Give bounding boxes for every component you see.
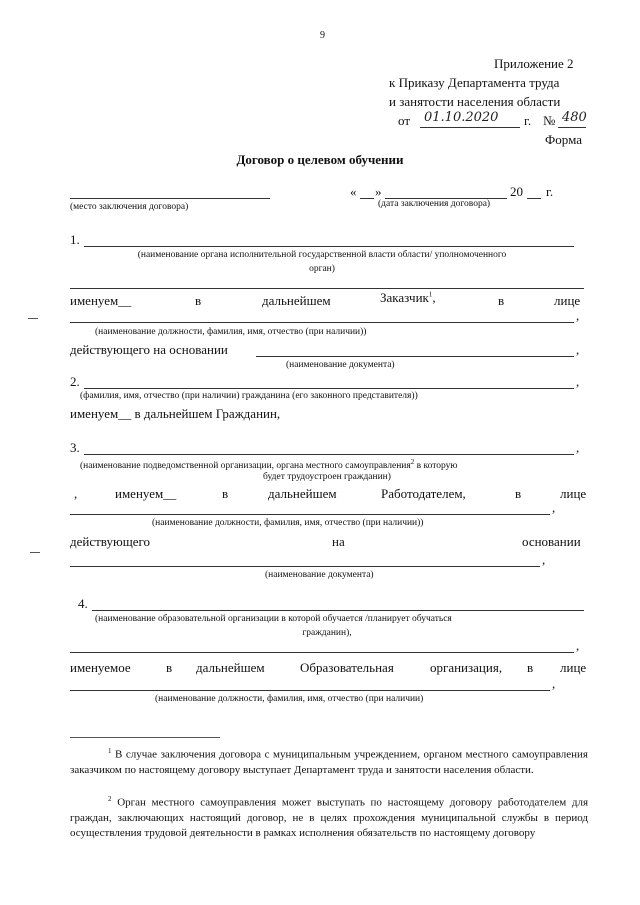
section3-basis-comma: , xyxy=(542,552,546,567)
date-quote-open: « xyxy=(350,184,357,199)
section3-person-comma: , xyxy=(552,500,556,515)
section4-person-word: лице xyxy=(560,660,587,675)
section3-basis-word2: на xyxy=(332,534,345,549)
section1-caption-line2: орган) xyxy=(309,264,335,274)
section1-in-word-2: в xyxy=(498,293,505,308)
section3-person-caption: (наименование должности, фамилия, имя, отчество (при наличии)) xyxy=(152,518,424,528)
appendix-department-line: и занятости населения области xyxy=(389,94,561,109)
appendix-date-value: 01.10.2020 xyxy=(424,110,499,125)
footnote-2-text: Орган местного самоуправления может выступать по настоящему договору работодателем для граждан, заключающих настоящий договор, не в целях прохождения муниципальной службы в период осуществления трудовой деятельности в рамках исполнения обязательств по настоящему договору xyxy=(70,796,589,839)
section4-comma: , xyxy=(576,638,580,653)
section2-comma: , xyxy=(576,374,580,389)
section1-comma: , xyxy=(576,308,580,323)
appendix-number-prefix: № xyxy=(543,113,556,128)
section3-basis-word3: основании xyxy=(522,534,581,549)
section1-number: 1. xyxy=(70,232,80,247)
footnote-ref-2: 2 xyxy=(410,458,415,466)
section1-basis-label: действующего на основании xyxy=(70,342,228,357)
date-year-prefix: 20 xyxy=(510,184,523,199)
section1-customer-word xyxy=(380,290,436,306)
date-quote-close: » xyxy=(375,184,382,199)
appendix-date-prefix: от xyxy=(398,113,411,128)
section3-employer-word: Работодателем, xyxy=(381,486,466,501)
footnote-ref-1: 1 xyxy=(428,290,433,299)
section1-person-word: лице xyxy=(554,293,581,308)
section3-comma: , xyxy=(576,440,580,455)
section1-caption-line1: (наименование органа исполнительной государственной власти области/ уполномоченного xyxy=(137,250,507,260)
section4-caption-line2: гражданин), xyxy=(302,628,352,638)
section3-caption-line1 xyxy=(80,458,458,471)
section1-in-word: в xyxy=(195,293,202,308)
section4-caption-line1: (наименование образовательной организации в которой обучается /планирует обучаться xyxy=(95,614,452,624)
appendix-year-suffix: г. xyxy=(524,113,532,128)
section4-person-caption: (наименование должности, фамилия, имя, отчество (при наличии) xyxy=(155,694,424,704)
appendix-number-value: 480 xyxy=(562,110,587,125)
section1-doc-caption: (наименование документа) xyxy=(286,360,395,370)
form-label: Форма xyxy=(545,132,582,147)
section1-further-word: дальнейшем xyxy=(262,293,331,308)
section3-lead-comma: , xyxy=(74,486,78,501)
date-year-suffix: г. xyxy=(546,184,554,199)
place-caption: (место заключения договора) xyxy=(70,202,189,212)
section4-number: 4. xyxy=(78,596,88,611)
section3-doc-caption: (наименование документа) xyxy=(265,570,374,580)
section4-person-comma: , xyxy=(552,676,556,691)
appendix-title: Приложение 2 xyxy=(494,56,574,71)
section4-edu-word: Образовательная xyxy=(300,660,394,675)
section4-in-word: в xyxy=(166,660,173,675)
section3-further-word: дальнейшем xyxy=(268,486,337,501)
appendix-order-line: к Приказу Департамента труда xyxy=(389,75,560,90)
section2-caption: (фамилия, имя, отчество (при наличии) гражданина (его законного представителя)) xyxy=(80,391,418,401)
footnote-1 xyxy=(70,744,588,778)
section2-named: именуем__ в дальнейшем Гражданин, xyxy=(70,406,281,421)
section3-caption-text: (наименование подведомственной организации, органа местного самоуправления xyxy=(80,461,411,472)
footnote-1-text: В случае заключения договора с муниципальным учреждением, органом местного самоуправления заказчиком по настоящему договору выступает Департамент труда и занятости населения области. xyxy=(70,748,588,776)
section3-person-word: лице xyxy=(560,486,587,501)
section1-person-caption: (наименование должности, фамилия, имя, отчество (при наличии)) xyxy=(95,327,367,337)
section3-named-word: именуем__ xyxy=(115,486,177,501)
section3-number: 3. xyxy=(70,440,80,455)
section4-further-word: дальнейшем xyxy=(196,660,265,675)
section3-basis-word1: действующего xyxy=(70,534,150,549)
footnote-2 xyxy=(70,792,588,841)
section3-caption-line2: будет трудоустроен гражданин) xyxy=(263,472,391,482)
section4-named-word: именуемое xyxy=(70,660,131,675)
page-number: 9 xyxy=(320,30,325,41)
date-caption: (дата заключения договора) xyxy=(378,199,491,209)
section3-caption-tail: в которую xyxy=(414,461,458,472)
section4-in-word-2: в xyxy=(527,660,534,675)
section1-named-word: именуем__ xyxy=(70,293,132,308)
section2-number: 2. xyxy=(70,374,80,389)
section1-basis-comma: , xyxy=(576,342,580,357)
document-title: Договор о целевом обучении xyxy=(236,152,404,167)
footnote-2-mark: 2 xyxy=(108,795,112,803)
customer-comma: , xyxy=(432,290,436,305)
footnote-1-mark: 1 xyxy=(108,747,112,755)
section3-in-word-2: в xyxy=(515,486,522,501)
section4-org-word: организация, xyxy=(430,660,503,675)
section3-in-word: в xyxy=(222,486,229,501)
customer-label: Заказчик xyxy=(380,290,429,305)
